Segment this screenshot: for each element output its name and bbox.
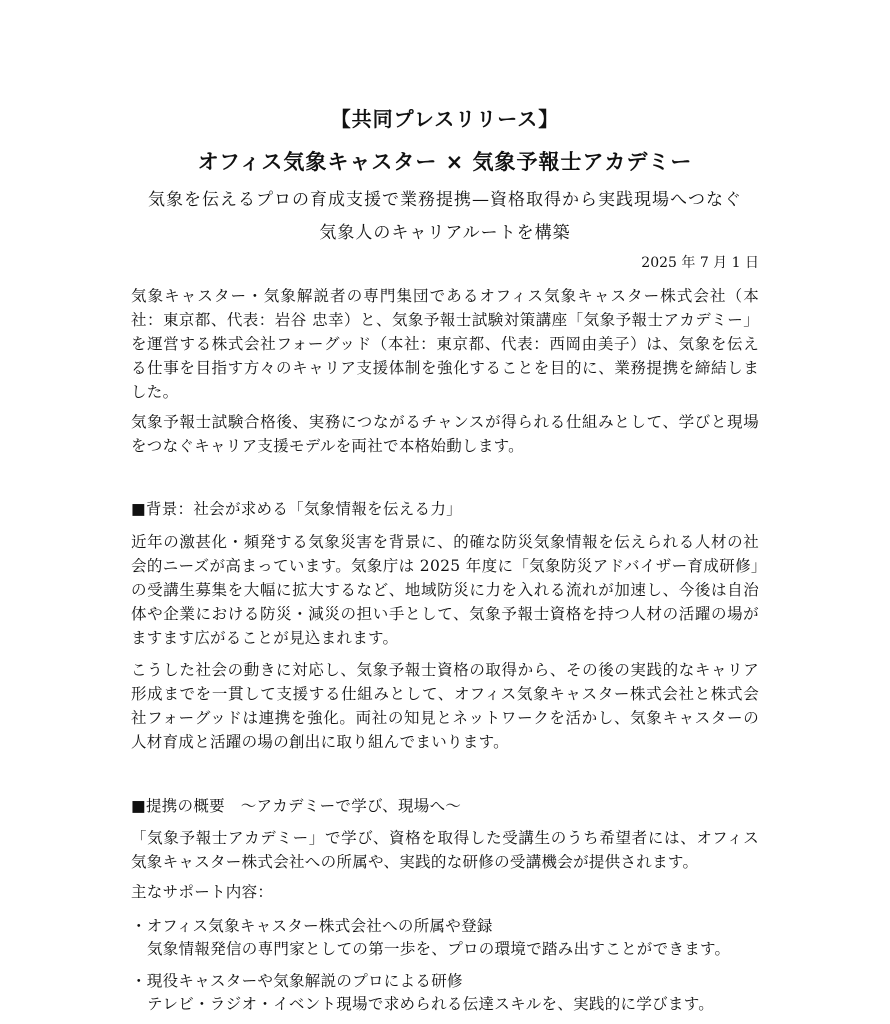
support-item-description: 気象情報発信の専門家としての第一歩を、プロの環境で踏み出すことができます。 bbox=[147, 940, 731, 958]
support-item-title: ・オフィス気象キャスター株式会社への所属や登録 bbox=[131, 917, 493, 935]
background-paragraph-2: こうした社会の動きに対応し、気象予報士資格の取得から、その後の実践的なキャリア形成までを一貫して支援する仕組みとして、オフィス気象キャスター株式会社と株式会社フォーグッドは連携を強化。両社の知見とネットワークを活かし、気象キャスターの人材育成と活躍の場の創出に取り組んでまいります。 bbox=[131, 661, 759, 751]
release-subtitle-line2: 気象人のキャリアルートを構築 bbox=[319, 223, 571, 243]
support-list-item bbox=[131, 915, 730, 961]
release-date: 2025 年 7 月 1 日 bbox=[641, 255, 759, 271]
background-paragraph-1: 近年の激甚化・頻発する気象災害を背景に、的確な防災気象情報を伝えられる人材の社会的ニーズが高まっています。気象庁は 2025 年度に「気象防災アドバイザー育成研修」の受講生募集を大幅に拡大するなど、地域防災に力を入れる流れが加速し、今後は自治体や企業における防災・減災の担い手として、気象予報士資格を持つ人材の活躍の場がますます広がることが見込まれます。 bbox=[131, 533, 759, 647]
overview-heading: ■提携の概要 ～アカデミーで学び、現場へ～ bbox=[131, 797, 462, 815]
release-title: オフィス気象キャスター × 気象予報士アカデミー bbox=[197, 150, 693, 174]
overview-paragraph: 「気象予報士アカデミー」で学び、資格を取得した受講生のうち希望者には、オフィス気象キャスター株式会社への所属や、実践的な研修の受講機会が提供されます。 bbox=[131, 829, 759, 871]
background-heading: ■背景：社会が求める「気象情報を伝える力」 bbox=[131, 500, 462, 518]
intro-paragraph-2: 気象予報士試験合格後、実務につながるチャンスが得られる仕組みとして、学びと現場をつなぐキャリア支援モデルを両社で本格始動します。 bbox=[131, 413, 759, 455]
release-subtitle-line1: 気象を伝えるプロの育成支援で業務提携—資格取得から実践現場へつなぐ bbox=[148, 190, 742, 210]
support-list-item bbox=[131, 970, 714, 1016]
support-item-title: ・現役キャスターや気象解説のプロによる研修 bbox=[131, 972, 463, 990]
intro-paragraph-1: 気象キャスター・気象解説者の専門集団であるオフィス気象キャスター株式会社（本社：東京都、代表：岩谷 忠幸）と、気象予報士試験対策講座「気象予報士アカデミー」を運営する株式会社フォーグッド（本社：東京都、代表：西岡由美子）は、気象を伝える仕事を目指す方々のキャリア支援体制を強化することを目的に、業務提携を締結しました。 bbox=[131, 287, 759, 401]
release-kicker: 【共同プレスリリース】 bbox=[330, 107, 560, 131]
support-label: 主なサポート内容： bbox=[131, 883, 274, 901]
support-item-description: テレビ・ラジオ・イベント現場で求められる伝達スキルを、実践的に学びます。 bbox=[147, 995, 715, 1013]
